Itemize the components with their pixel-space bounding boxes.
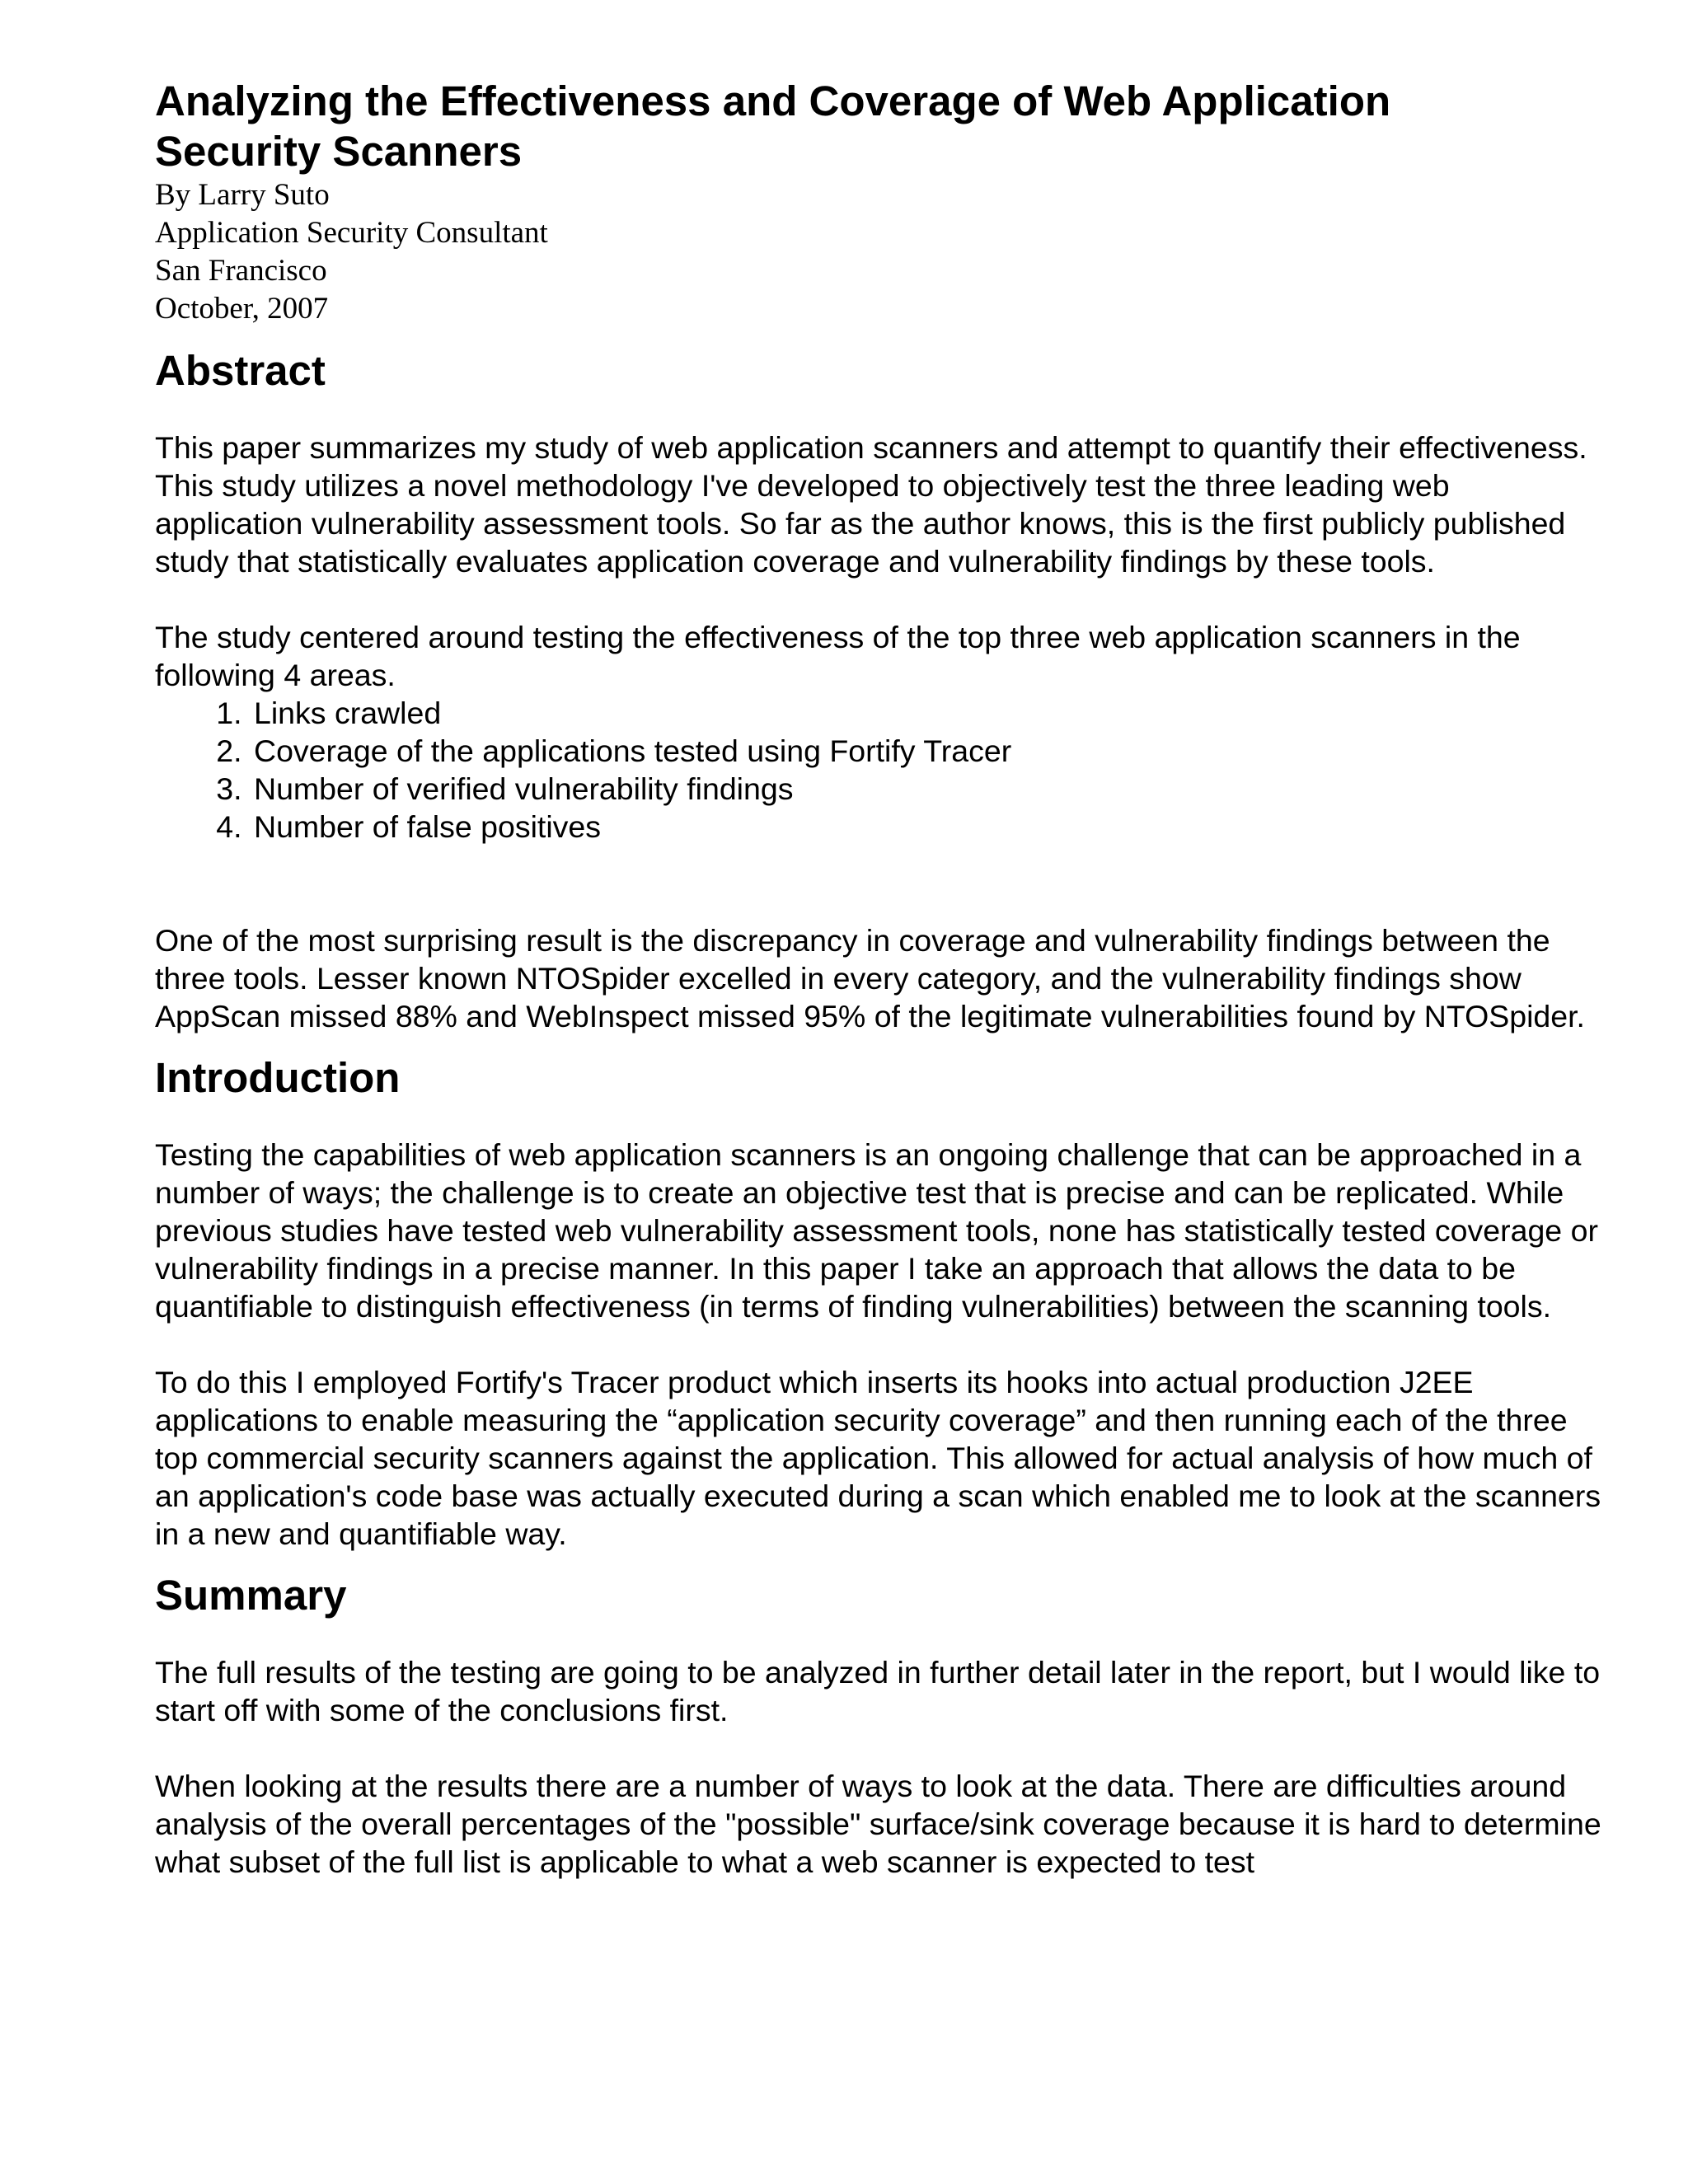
summary-paragraph-1: The full results of the testing are going to be analyzed in further detail later in the report, but I would like to start off with some of the conclusions first. [155, 1655, 1601, 1727]
author-role: Application Security Consultant [155, 216, 548, 250]
paper-title: Analyzing the Effectiveness and Coverage of Web Application Security Scanners [155, 77, 1391, 175]
list-item: 4. Number of false positives [251, 808, 1606, 846]
author-location: San Francisco [155, 254, 327, 288]
introduction-paragraph-2: To do this I employed Fortify's Tracer product which inserts its hooks into actual production J2EE applications to enable measuring the “application security coverage” and then running each of the three top commercial security scanners against the application. This allowed for actual analysis of how much of an application's code base was actually executed during a scan which enabled me to look at the scanners in a new and quantifiable way. [155, 1365, 1601, 1551]
abstract-heading: Abstract [155, 347, 326, 394]
summary-paragraph-2: When looking at the results there are a number of ways to look at the data. There are difficulties around analysis of the overall percentages of the "possible" surface/sink coverage because it is hard to determine what subset of the full list is applicable to what a web scanner is expected to test [155, 1769, 1601, 1879]
list-item: 3. Number of verified vulnerability findings [251, 770, 1606, 808]
introduction-paragraph-1: Testing the capabilities of web application scanners is an ongoing challenge that can be approached in a number of ways; the challenge is to create an objective test that is precise and can be replicated. While previous studies have tested web vulnerability assessment tools, none has statistically tested coverage or vulnerability findings in a precise manner. In this paper I take an approach that allows the data to be quantifiable to distinguish effectiveness (in terms of finding vulnerabilities) between the scanning tools. [155, 1137, 1598, 1324]
list-item: 1. Links crawled [251, 694, 1606, 732]
list-item: 2. Coverage of the applications tested using Fortify Tracer [251, 732, 1606, 770]
publication-date: October, 2007 [155, 292, 329, 326]
author-line: By Larry Suto [155, 178, 330, 212]
abstract-paragraph-1: This paper summarizes my study of web application scanners and attempt to quantify their effectiveness. This study utilizes a novel methodology I've developed to objectively test the three leading web application vulnerability assessment tools. So far as the author knows, this is the first publicly published study that statistically evaluates application coverage and vulnerability findings by these tools. [155, 430, 1587, 579]
document-page [155, 76, 1606, 1881]
abstract-paragraph-2: The study centered around testing the effectiveness of the top three web application scanners in the following 4 areas. [155, 620, 1521, 692]
abstract-paragraph-3: One of the most surprising result is the discrepancy in coverage and vulnerability findings between the three tools. Lesser known NTOSpider excelled in every category, and the vulnerability findings show AppScan missed 88% and WebInspect missed 95% of the legitimate vulnerabilities found by NTOSpider. [155, 923, 1585, 1033]
test-areas-list [155, 694, 1606, 846]
introduction-heading: Introduction [155, 1054, 401, 1101]
summary-heading: Summary [155, 1572, 347, 1619]
